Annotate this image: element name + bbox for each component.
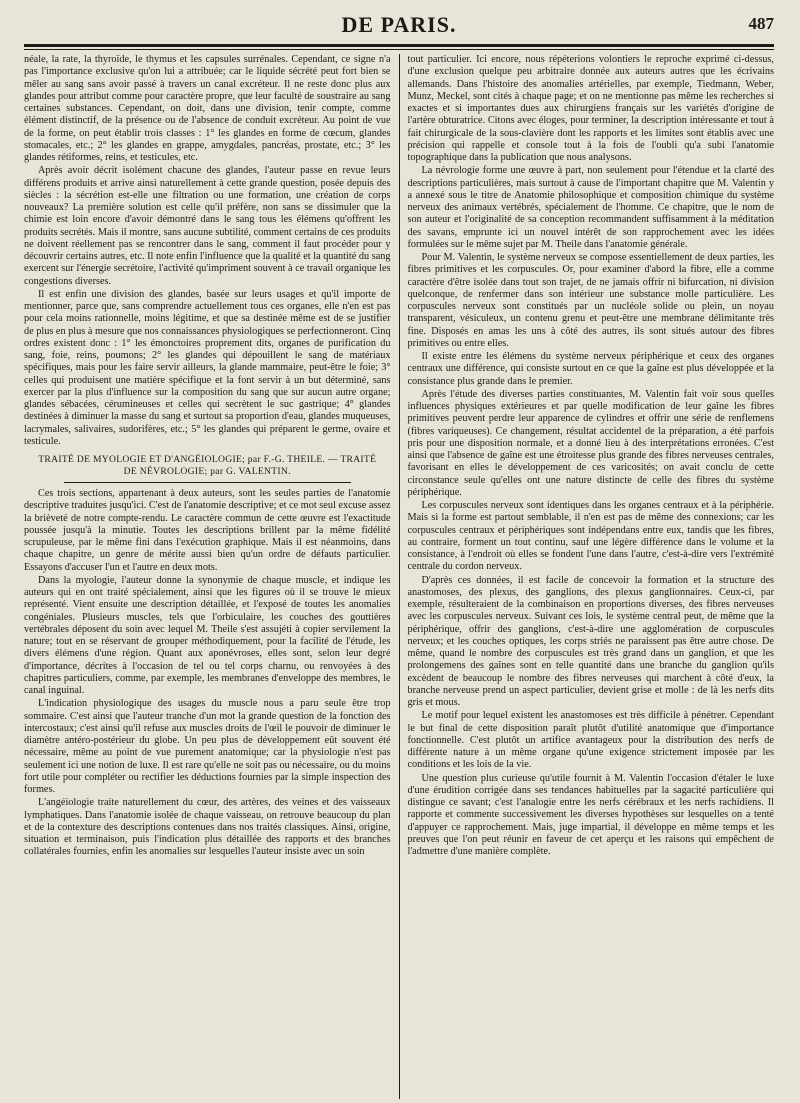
text-columns bbox=[24, 54, 774, 1099]
header-rule-thin bbox=[24, 49, 774, 50]
paragraph: Dans la myologie, l'auteur donne la synonymie de chaque muscle, et indique les auteurs qui en ont traité spécialement, ainsi que les figures où il se trouve le mieux représenté. Vient ensuite une description détaillée, et l'exposé de toutes les anomalies congéniales. Plusieurs muscles, tels que l'orbiculaire, les couches des gouttières vertébrales déposent du soin avec lequel M. Theile s'est assujéti à copier servilement la nature; tout en se réservant de grouper méthodiquement, pour la facilité de l'étude, les divers élémens d'une région. Quant aux aponévroses, elles sont, selon leur degré d'importance, décrites à l'occasion de tel ou tel corps charnu, ou renvoyées à des chapitres particuliers, comme, par exemple, les membranes d'enveloppe des membres, le canal inguinal. bbox=[24, 574, 391, 696]
paragraph: Le motif pour lequel existent les anastomoses est très difficile à pénétrer. Cependant le but final de cette disposition paraît plutôt d'utilité anatomique que d'importance fonctionnelle. C'est plutôt un artifice avantageux pour la distribution des nerfs de différente nature à un même organe qu'une exigence strictement imposée par les conditions et les lois de la vie. bbox=[407, 710, 774, 771]
heading-rule bbox=[64, 482, 351, 483]
paragraph: Il est enfin une division des glandes, basée sur leurs usages et qu'il importe de mentionner, parce que, sans comprendre actuellement tous ces organes, elle n'en est pas pour cela moins rationnelle, moins légitime, et que sa destinée même est de se justifier de plus en plus à mesure que nos connaissances physiologiques se perfectionneront. Cinq ordres existent donc : 1° les émonctoires proprement dits, organes de purification du sang, foie, reins, poumons; 2° les glandes qui dépouillent le sang de matériaux spécifiques, mais pour les faire servir ailleurs, la glande mammaire, peut-être le foie; 3° celles qui produisent une matière spécifique et la font servir à un but déterminé, sans exercer par la plus d'influence sur la composition du sang que sur aucun autre organe; glandes sébacées, cérumineuses et celles qui secrètent le suc gastrique; 4° glandes destinées à diminuer la masse du sang et surtout sa proportion d'eau, glandes muqueuses, lacrymales, salivaires, sudorifères, etc.; 5° les glandes qui préparent le germe, ovaire et testicule. bbox=[24, 288, 391, 447]
paragraph: Après l'étude des diverses parties constituantes, M. Valentin fait voir sous quelles influences physiques extérieures et par quelle modification de leur gaîne les fibres primitives peuvent perdre leur apparence de cylindres et offrir une série de renflemens (fibres variqueuses). Ce changement, résultat accidentel de la préparation, a été parfois pris pour une disposition normale, et a donné lieu à des interprétations erronées. C'est ainsi que l'absence de gaîne est une étroitesse plus grande des fibres nerveuses centrales, favorisant en elles le développement de ces varicosités; on avait conclu de cette circonstance seule qu'elles ont une nature distincte de celle des fibres du système périphérique. bbox=[407, 388, 774, 498]
article-heading bbox=[24, 454, 391, 483]
paragraph: L'angéiologie traite naturellement du cœur, des artères, des veines et des vaisseaux lymphatiques. Dans l'anatomie isolée de chaque vaisseau, on retrouve beaucoup du plan et de la contexture des descriptions contenues dans nos traités classiques. Ainsi, origine, situation et terminaison, puis l'indication plus détaillée des rapports et des branches collatérales fournies, enfin les anomalies sur lesquelles l'auteur insiste avec un soin bbox=[24, 797, 391, 858]
header-rule bbox=[24, 44, 774, 47]
page-number: 487 bbox=[748, 14, 774, 33]
paragraph: Après avoir décrit isolément chacune des glandes, l'auteur passe en revue leurs différens produits et arrive ainsi naturellement à cette grande question, posée depuis des siècles : la sécrétion est-elle une filtration ou une formation, une création de corps nouveaux? La première solution est celle qu'il préfère, non sans se dissimuler que la chimie est loin encore d'avoir démontré dans le sang tous les élémens qu'offrent les produits secrétés. Mais il montre, sans aucune subtilité, comment certains de ces produits ne doivent réellement pas se rencontrer dans le sang, comment il faut procéder pour y découvrir certains autres, etc. Il note enfin l'influence que la qualité et la quantité du sang exercent sur l'énergie secrétoire, l'activité qu'impriment souvent à ce travail organique les congestions diverses. bbox=[24, 165, 391, 287]
paragraph: Ces trois sections, appartenant à deux auteurs, sont les seules parties de l'anatomie descriptive traduites jusqu'ici. C'est de l'anatomie descriptive; et ce mot seul excuse assez la brièveté de notre compte-rendu. Le caractère commun de cette œuvre est l'exactitude poussée jusqu'à la minutie. Toutes les descriptions brillent par la même fidélité scrupuleuse, par le même fini dans l'exécution graphique. Mais il est néanmoins, dans chaque chapitre, un genre de mérite aussi bien qu'un ordre de défauts particulier. Essayons d'accuser l'un et l'autre en deux mots. bbox=[24, 488, 391, 573]
paragraph: Les corpuscules nerveux sont identiques dans les organes centraux et à la périphérie. Mais si la forme est partout semblable, il n'en est pas de même des connexions; car les corpuscules centraux et périphériques sont indépendans entre eux, tandis que les fibres, au contraire, forment un tout continu, sauf une légère différence dans le volume et la consistance, à l'endroit où elles se fondent l'une dans l'autre, c'est-à-dire vers l'extrémité centrale du cordon nerveux. bbox=[407, 500, 774, 573]
paragraph: L'indication physiologique des usages du muscle nous a paru seule être trop sommaire. C'est ainsi que l'auteur tranche d'un mot la grande question de la fonction des intercostaux; c'est ainsi qu'il refuse aux muscles droits de l'œil le pouvoir de diminuer le diamètre antéro-postérieur du globe. Un peu plus de développement eût souvent été nécessaire, même au point de vue purement anatomique; car la physiologie n'est pas seulement ici une notion de luxe. Il est rare qu'elle ne soit pas ou nécessaire, ou du moins fort utile pour compléter ou rectifier les déductions fournies par la simple inspection des formes. bbox=[24, 698, 391, 795]
page-header bbox=[24, 12, 774, 38]
right-column bbox=[399, 54, 774, 1099]
paragraph: Une question plus curieuse qu'utile fournit à M. Valentin l'occasion d'étaler le luxe d'une érudition corrigée dans ses tendances habituelles par la sagacité particulière qui distingue ce savant; c'est l'analogie entre les nerfs cérébraux et les nerfs rachidiens. Il rapporte et commente successivement les diverses hypothèses sur lesquelles on a tenté d'appuyer ce rapprochement. Mais, juge impartial, il développe en même temps et les preuves que l'on peut réunir en faveur de cet aperçu et les raisons qui empêchent de l'admettre d'une manière complète. bbox=[407, 772, 774, 857]
paragraph: tout particulier. Ici encore, nous répéterions volontiers le reproche exprimé ci-dessus, d'une exclusion quelque peu arbitraire donnée aux auteurs autres que les écrivains allemands. Dans l'histoire des anomalies artérielles, par exemple, Tiedmann, Weber, Munz, Meckel, sont cités à chaque page; et on ne mentionne pas même les recherches si exactes et si importantes dues aux chirurgiens français sur les variétés d'origine de l'artère obturatrice. Citons avec éloges, pour terminer, la description intéressante et tout à fait chirurgicale de la sous-clavière dont les rapports et les limites sont établis avec une précision qui rappelle et console tout à la fois de l'oubli qu'a subi l'anatomie topographique dans la publication que nous analysons. bbox=[407, 54, 774, 163]
article-heading-line: DE NÉVROLOGIE; par G. VALENTIN. bbox=[123, 466, 291, 477]
left-column bbox=[24, 54, 399, 1099]
paragraph: Pour M. Valentin, le système nerveux se compose essentiellement de deux parties, les fibres primitives et les corpuscules. Or, pour examiner d'abord la fibre, elle a comme caractère d'être isolée dans tout son trajet, de ne jamais offrir ni bifurcation, ni division quelconque, de renfermer dans son intérieur une substance molle particulière. Les corpuscules nerveux sont constitués par un nucléole solide ou plein, un noyau transparent, vésiculeux, un contenu grenu et peut-être une membrane délimitante très fine. Disposés en amas les uns à côté des autres, ils sont situés autour des fibres primitives ou entre elles. bbox=[407, 252, 774, 349]
article-heading-line: TRAITÉ DE MYOLOGIE ET D'ANGÉIOLOGIE; par F.-G. THEILE. — TRAITÉ bbox=[38, 454, 377, 465]
paragraph: La névrologie forme une œuvre à part, non seulement pour l'étendue et la clarté des descriptions particulières, mais surtout à cause de l'important chapitre que M. Valentin y a annexé sous le titre de Anatomie philosophique et composition chimique du système nerveux des animaux vertébrés, spécialement de l'homme. Ce chapitre, que le nom de son auteur et l'originalité de sa conception recommandent suffisamment à la méditation des savans, emprunte ici un nouvel intérêt de son rapprochement avec les idées formulées sur le même sujet par M. Theile dans l'anatomie générale. bbox=[407, 165, 774, 250]
paragraph: Il existe entre les élémens du système nerveux périphérique et ceux des organes centraux une différence, qui consiste surtout en ce que la gaîne est plus développée et la consistance plus grande dans le premier. bbox=[407, 351, 774, 387]
running-title: DE PARIS. bbox=[341, 12, 457, 37]
paragraph: D'après ces données, il est facile de concevoir la formation et la structure des anastomoses, des plexus, des ganglions, des plexus ganglionnaires. Ceux-ci, par exemple, résulteraient de la combinaison en proportions diverses, des fibres nerveuses avec les corpuscules nerveux. Suivant ces lois, le système central peut, de même que la périphérique, offrir des ganglions, c'est-à-dire une agglomération de corpuscules nerveux; et les couches optiques, les corps striés ne paraissent pas être autre chose. De même, quand le nombre des corpuscules est très grand dans un ganglion, et que les prolongemens des gaînes sont en telle quantité dans une branche du ganglion qu'ils excèdent de beaucoup le nombre des fibres nerveuses qui marchent à côté d'eux, la branche nerveuse prend un aspect particulier, devient grise et molle : de là les nerfs dits gris et mous. bbox=[407, 574, 774, 708]
paragraph: néale, la rate, la thyroïde, le thymus et les capsules surrénales. Cependant, ce signe n'a pas l'importance exclusive qu'on lui a attribuée; car le liquide sécrété peut fort bien se mêler au sang sans avoir passé à travers un canal excréteur. Il ne reste donc plus aux glandes pour attribut comme pour caractère propre, que leur faculté de soustraire au sang certaines substances. Cependant, on doit, dans une division, tenir compte, comme élément distinctif, de la présence ou de l'absence de conduit excréteur. Au point de vue de la forme, on peut établir trois classes : 1° les glandes en forme de cœcum, glandes stomacales, etc.; 2° les glandes en grappe, amygdales, pancréas, prostate, etc.; 3° les glandes rétiformes, reins, et testicules, etc. bbox=[24, 54, 391, 163]
